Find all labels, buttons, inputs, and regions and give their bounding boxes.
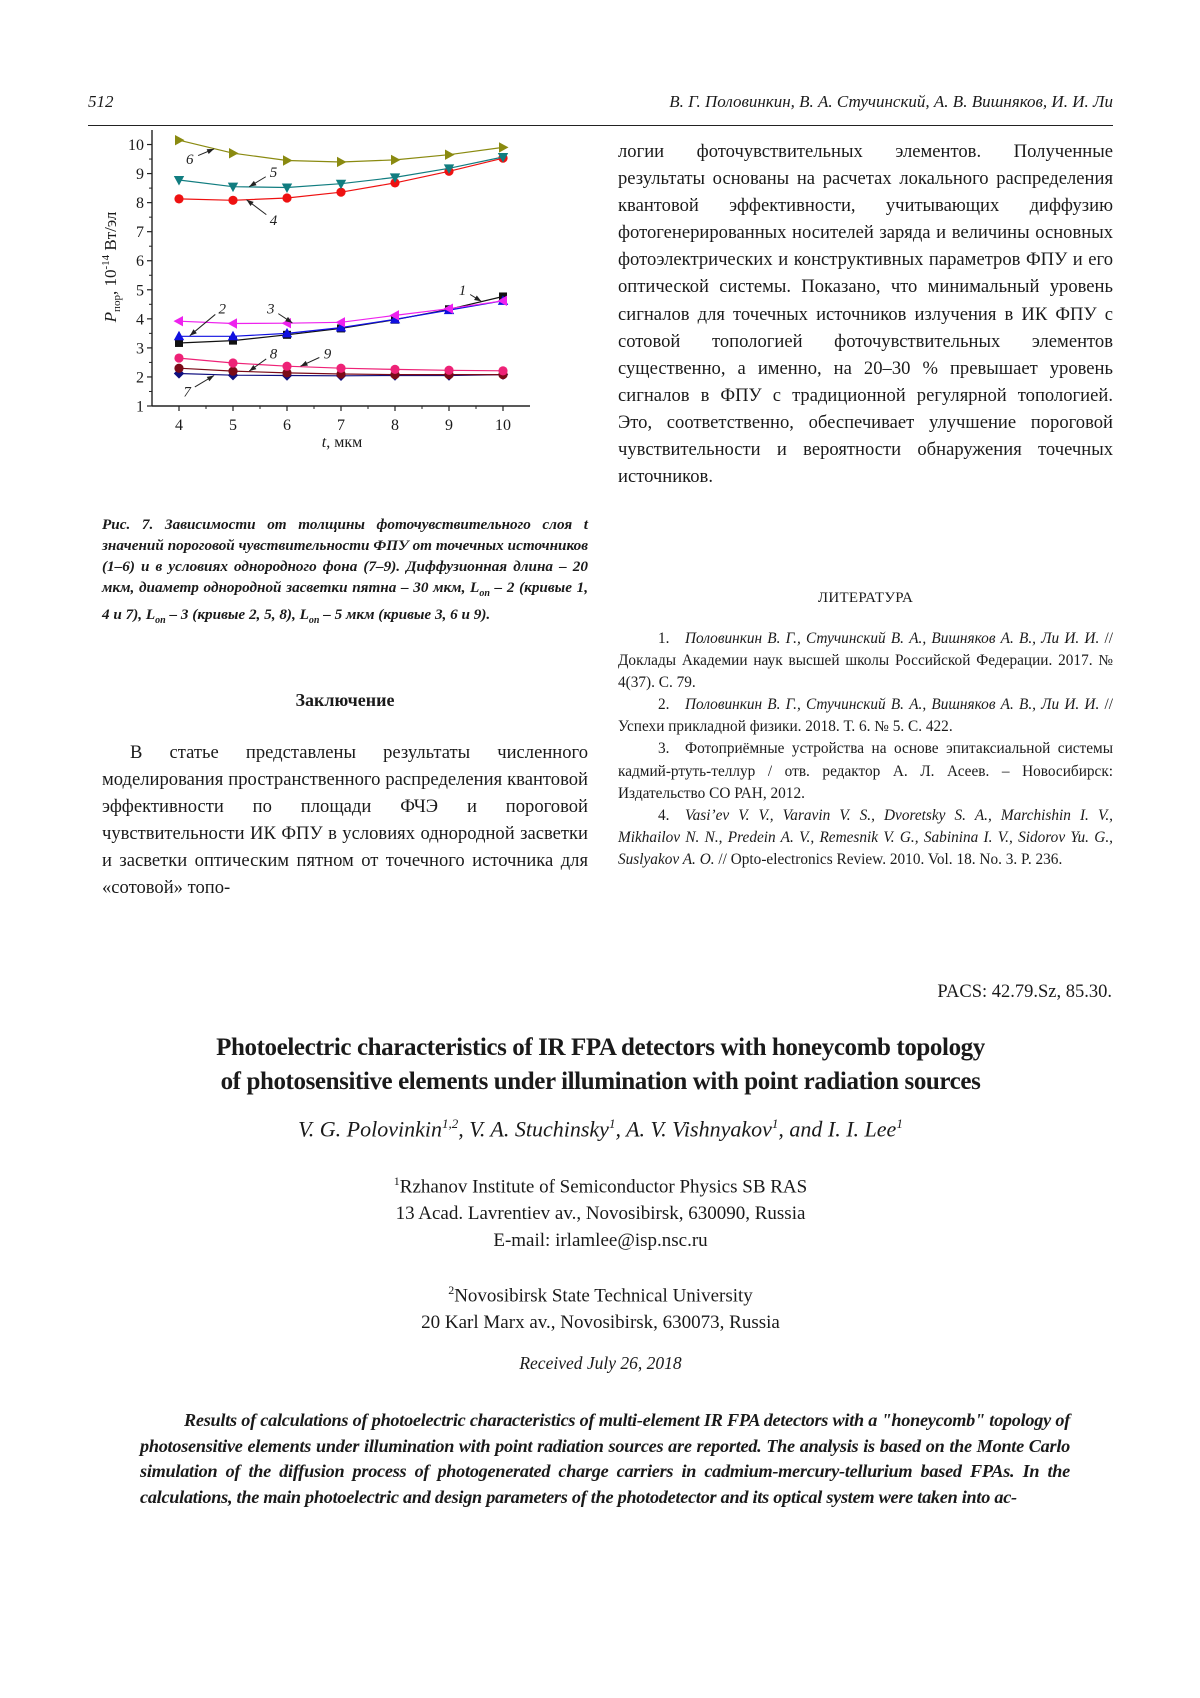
data-point-8 xyxy=(228,367,237,376)
curve-label-5 xyxy=(249,165,278,187)
data-point-9 xyxy=(174,353,183,362)
reference-item xyxy=(618,694,1113,738)
x-tick-label: 4 xyxy=(175,417,183,434)
reference-authors: Vasi’ev V. V., Varavin V. S., Dvoretsky S. A., Marchishin I. V., Mikhailov N. N., Predein A. V., Remesnik V. G., Sabinina I. V., Sidorov Yu. G., Suslyakov A. O. xyxy=(618,806,1113,868)
caption-sub: оп xyxy=(479,588,490,600)
curve-number-label: 1 xyxy=(458,282,467,299)
figure-7-chart xyxy=(100,132,580,502)
author-name: V. A. Stuchinsky xyxy=(469,1116,609,1142)
reference-authors: Половинкин В. Г., Стучинский В. А., Вишняков А. В., Ли И. И. xyxy=(685,630,1100,647)
curve-number-label: 5 xyxy=(269,165,278,182)
y-tick-label: 1 xyxy=(136,398,144,416)
data-point-5 xyxy=(282,184,292,194)
curve-number-label: 3 xyxy=(267,301,275,318)
y-tick-label: 3 xyxy=(136,340,144,358)
author-name: I. I. Lee xyxy=(827,1116,897,1142)
data-point-6 xyxy=(337,157,347,167)
y-tick-label: 5 xyxy=(136,282,144,300)
curve-number-label: 2 xyxy=(218,301,226,318)
references-list xyxy=(618,628,1113,871)
data-point-9 xyxy=(390,365,399,374)
caption-sub: оп xyxy=(155,615,166,627)
x-tick-label: 5 xyxy=(229,417,237,434)
arrow-head-icon xyxy=(207,375,214,381)
y-label-sub: пор xyxy=(111,295,123,312)
reference-source: // Доклады Академии наук высшей школы Российской Федерации. 2017. № 4(37). С. 79. xyxy=(618,630,1113,692)
affiliation-mark: 2 xyxy=(448,1283,455,1297)
caption-text-4: – 5 мкм (кривые 3, 6 и 9). xyxy=(319,606,491,624)
x-axis-label xyxy=(322,434,362,451)
curve-label-4 xyxy=(247,200,278,229)
figure-caption xyxy=(102,514,588,631)
conclusion-right-column xyxy=(618,138,1113,490)
series-line-6 xyxy=(179,140,503,162)
running-head-authors: В. Г. Половинкин, В. А. Стучинский, А. В. Вишняков, И. И. Ли xyxy=(669,92,1113,111)
data-point-4 xyxy=(174,194,183,203)
data-point-5 xyxy=(228,183,238,193)
data-point-9 xyxy=(228,358,237,367)
affiliation-address: 13 Acad. Lavrentiev av., Novosibirsk, 630090, Russia xyxy=(395,1203,806,1225)
reference-source: Фотоприёмные устройства на основе эпитаксиальной системы кадмий-ртуть-теллур / отв. редактор А. Л. Асеев. – Новосибирск: Издательство СО РАН, 2012. xyxy=(618,740,1113,802)
curve-number-label: 6 xyxy=(186,152,194,169)
data-point-6 xyxy=(283,155,293,165)
conclusion-paragraph: В статье представлены результаты численного моделирования пространственного распределения квантовой эффективности по площади ФЧЭ и пороговой чувствительности ИК ФПУ в условиях однородной засветки и засветки оптическим пятном от точечного источника для «сотовой» топо- xyxy=(102,742,588,899)
y-label-prefix: , 10 xyxy=(101,269,120,296)
affiliation-email[interactable]: E-mail: irlamlee@isp.nsc.ru xyxy=(493,1230,708,1252)
curve-label-8 xyxy=(249,347,278,371)
conclusion-paragraph-continued: логии фоточувствительных элементов. Полученные результаты основаны на расчетах локального распределения квантовой эффективности, учитывающих диффузию фотогенерированных носителей заряда и величины основных фотоэлектрических и конструктивных параметров ФПУ и его оптической системы. Показано, что минимальный уровень сигналов для точечных источников излучения в ИК ФПУ с сотовой топологией фоточувствительных элементов существенно, а именно, на 20–30 % превышает уровень сигналов в ФПУ с традиционной регулярной топологией. Это, соответственно, обеспечивает улучшение пороговой чувствительности и вероятности обнаружения точечных источников. xyxy=(618,141,1113,488)
data-point-6 xyxy=(445,149,455,159)
abstract-text: Results of calculations of photoelectric characteristics of multi-element IR FPA detectors with a "honeycomb" topology of photosensitive elements under illumination with point radiation sources are reported. The analysis is based on the Monte Carlo simulation of the diffusion process of photogenerated charge carriers in cadmium-mercury-tellurium based FPAs. In the calculations, the main photoelectric and design parameters of the photodetector and its optical system were taken into ac- xyxy=(140,1410,1070,1507)
reference-number: 2. xyxy=(658,696,670,714)
reference-item xyxy=(618,738,1113,804)
author-separator: , and xyxy=(778,1116,828,1142)
arrow-head-icon xyxy=(474,296,481,302)
y-label-main: P xyxy=(101,311,120,323)
english-abstract xyxy=(140,1408,1070,1510)
curve-label-7 xyxy=(183,375,214,400)
x-tick-label: 9 xyxy=(445,417,453,434)
y-label-suffix: Вт/эл xyxy=(101,211,120,255)
header-rule xyxy=(88,125,1113,126)
reference-number: 1. xyxy=(658,630,670,647)
y-tick-label: 4 xyxy=(136,311,144,329)
arrow-head-icon xyxy=(247,200,254,206)
reference-item xyxy=(618,805,1113,871)
caption-text-3: – 3 (кривые 2, 5, 8), L xyxy=(165,606,309,624)
curve-label-2 xyxy=(190,302,227,336)
received-date: Received July 26, 2018 xyxy=(519,1353,682,1373)
conclusion-heading: Заключение xyxy=(295,690,395,710)
x-tick-label: 8 xyxy=(391,417,399,434)
x-label-unit: , мкм xyxy=(326,434,363,451)
data-point-3 xyxy=(174,316,184,326)
x-label-var: t xyxy=(321,434,327,451)
affiliation-mark: 1 xyxy=(393,1174,400,1188)
data-point-6 xyxy=(229,148,239,158)
chart-svg xyxy=(100,132,580,502)
series-6 xyxy=(175,135,509,167)
affiliation-name: Rzhanov Institute of Semiconductor Physics SB RAS xyxy=(399,1176,808,1198)
affiliation-name: Novosibirsk State Technical University xyxy=(454,1285,753,1307)
arrow-head-icon xyxy=(249,181,256,187)
chart-series-layer xyxy=(174,135,509,381)
data-point-9 xyxy=(498,366,507,375)
english-authors xyxy=(88,1116,1113,1142)
y-tick-label: 2 xyxy=(136,369,144,387)
pacs-codes: PACS: 42.79.Sz, 85.30. xyxy=(937,982,1112,1002)
y-tick-label: 9 xyxy=(136,166,144,184)
reference-source: // Opto-electronics Review. 2010. Vol. 18. No. 3. P. 236. xyxy=(714,850,1063,868)
author-separator: , xyxy=(458,1116,470,1142)
y-label-exp: -14 xyxy=(100,254,112,270)
affiliation-2 xyxy=(88,1277,1113,1336)
author-affiliation-mark: 1 xyxy=(608,1116,616,1131)
author-affiliation-mark: 1 xyxy=(771,1116,779,1131)
author-affiliation-mark: 1 xyxy=(896,1116,903,1131)
author-affiliation-mark: 1,2 xyxy=(441,1116,459,1131)
data-point-4 xyxy=(228,196,237,205)
curve-label-1 xyxy=(459,283,482,302)
english-title-line: of photosensitive elements under illumination with point radiation sources xyxy=(220,1068,981,1095)
y-tick-label: 10 xyxy=(128,137,144,155)
x-tick-label: 6 xyxy=(283,417,291,434)
arrow-head-icon xyxy=(301,361,308,366)
reference-authors: Половинкин В. Г., Стучинский В. А., Вишняков А. В., Ли И. И. xyxy=(685,696,1100,714)
x-tick-label: 10 xyxy=(495,417,511,434)
conclusion-left-column xyxy=(102,739,588,902)
x-tick-label: 7 xyxy=(337,417,345,434)
author-name: V. G. Polovinkin xyxy=(298,1116,442,1142)
y-axis-label xyxy=(100,211,123,323)
y-tick-label: 6 xyxy=(136,253,144,271)
curve-label-6 xyxy=(186,149,214,168)
data-point-9 xyxy=(282,362,291,371)
caption-sub: оп xyxy=(308,615,320,627)
data-point-8 xyxy=(174,364,183,373)
caption-text-2: – 2 (кривые 1, 4 и 7), L xyxy=(102,579,588,624)
reference-number: 3. xyxy=(658,740,670,758)
y-tick-label: 7 xyxy=(136,224,144,242)
arrow-head-icon xyxy=(207,149,214,154)
caption-label: Рис. 7. xyxy=(102,516,154,533)
data-point-9 xyxy=(444,366,453,375)
reference-source: // Успехи прикладной физики. 2018. Т. 6. № 5. С. 422. xyxy=(618,696,1113,736)
data-point-9 xyxy=(336,364,345,373)
english-title-line: Photoelectric characteristics of IR FPA detectors with honeycomb topology xyxy=(216,1034,985,1061)
y-tick-label: 8 xyxy=(136,195,144,213)
page-number: 512 xyxy=(88,92,114,111)
english-title xyxy=(88,1031,1113,1099)
curve-number-label: 8 xyxy=(269,346,278,363)
data-point-3 xyxy=(228,318,238,328)
series-9 xyxy=(174,353,507,375)
affiliation-address: 20 Karl Marx av., Novosibirsk, 630073, Russia xyxy=(421,1312,780,1334)
curve-number-label: 7 xyxy=(183,384,191,401)
reference-item xyxy=(618,628,1113,694)
affiliation-1 xyxy=(88,1168,1113,1254)
data-point-6 xyxy=(175,135,185,145)
caption-text-1: Зависимости от толщины фоточувствительного слоя t значений пороговой чувствительности ФПУ от точечных источников (1–6) и в условиях однородного фона (7–9). Диффузионная длина – 20 мкм, диаметр однородной засветки пятна – 30 мкм, L xyxy=(102,516,589,596)
curve-label-3 xyxy=(266,302,292,323)
author-name: A. V. Vishnyakov xyxy=(626,1116,772,1142)
arrow-head-icon xyxy=(249,365,256,371)
data-point-4 xyxy=(282,193,291,202)
references-heading: ЛИТЕРАТУРА xyxy=(817,590,914,606)
curve-label-9 xyxy=(301,347,332,366)
data-point-6 xyxy=(499,142,509,152)
curve-number-label: 9 xyxy=(323,346,332,363)
curve-number-label: 4 xyxy=(269,213,278,230)
data-point-2 xyxy=(174,331,184,341)
author-separator: , xyxy=(615,1116,627,1142)
reference-number: 4. xyxy=(658,806,670,824)
data-point-6 xyxy=(391,155,401,165)
